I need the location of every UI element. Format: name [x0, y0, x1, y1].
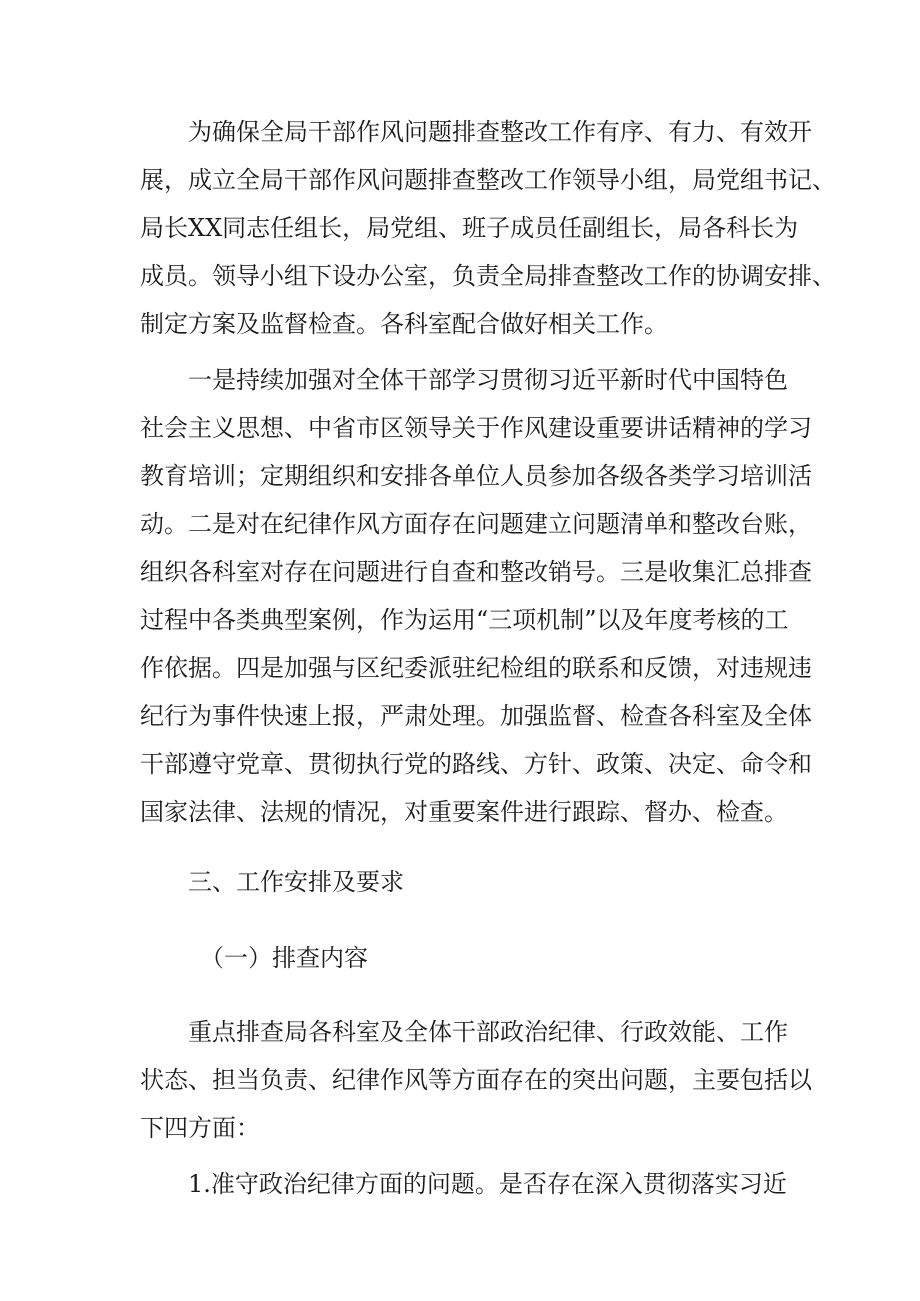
paragraph1-line-1: 为确保全局干部作风问题排查整改工作有序、有力、有效开: [188, 118, 812, 146]
paragraph1-line-5: 制定方案及监督检查。各科室配合做好相关工作。: [140, 310, 668, 338]
paragraph2-line-7: 作依据。四是加强与区纪委派驻纪检组的联系和反馈，对违规违: [140, 654, 812, 682]
paragraph1-line-4: 成员。领导小组下设办公室，负责全局排查整改工作的协调安排、: [140, 262, 836, 290]
paragraph3-line-3: 下四方面：: [140, 1114, 260, 1142]
paragraph2-line-8: 纪行为事件快速上报，严肃处理。加强监督、检查各科室及全体: [140, 702, 812, 730]
paragraph2-line-10: 国家法律、法规的情况，对重要案件进行跟踪、督办、检查。: [140, 798, 788, 826]
paragraph1-line-3: 局长XX同志任组长，局党组、班子成员任副组长，局各科长为: [140, 214, 799, 242]
paragraph2-line-9: 干部遵守党章、贯彻执行党的路线、方针、政策、决定、命令和: [140, 750, 812, 778]
paragraph2-line-4: 动。二是对在纪律作风方面存在问题建立问题清单和整改台账，: [140, 510, 812, 538]
paragraph2-line-3: 教育培训；定期组织和安排各单位人员参加各级各类学习培训活: [140, 462, 812, 490]
paragraph2-line-2: 社会主义思想、中省市区领导关于作风建设重要讲话精神的学习: [140, 414, 812, 442]
section-heading-3: 三、工作安排及要求: [188, 868, 404, 896]
paragraph3-line-1: 重点排查局各科室及全体干部政治纪律、行政效能、工作: [188, 1018, 788, 1046]
paragraph2-line-1: 一是持续加强对全体干部学习贯彻习近平新时代中国特色: [188, 366, 788, 394]
subheading-1: （一）排查内容: [200, 944, 368, 972]
paragraph2-line-5: 组织各科室对存在问题进行自查和整改销号。三是收集汇总排查: [140, 558, 812, 586]
paragraph3-line-2: 状态、担当负责、纪律作风等方面存在的突出问题，主要包括以: [140, 1066, 812, 1094]
paragraph2-line-6: 过程中各类典型案例，作为运用“三项机制”以及年度考核的工: [140, 606, 789, 634]
paragraph4-line-1: 1.准守政治纪律方面的问题。是否存在深入贯彻落实习近: [188, 1170, 787, 1198]
paragraph1-line-2: 展，成立全局干部作风问题排查整改工作领导小组，局党组书记、: [140, 166, 836, 194]
